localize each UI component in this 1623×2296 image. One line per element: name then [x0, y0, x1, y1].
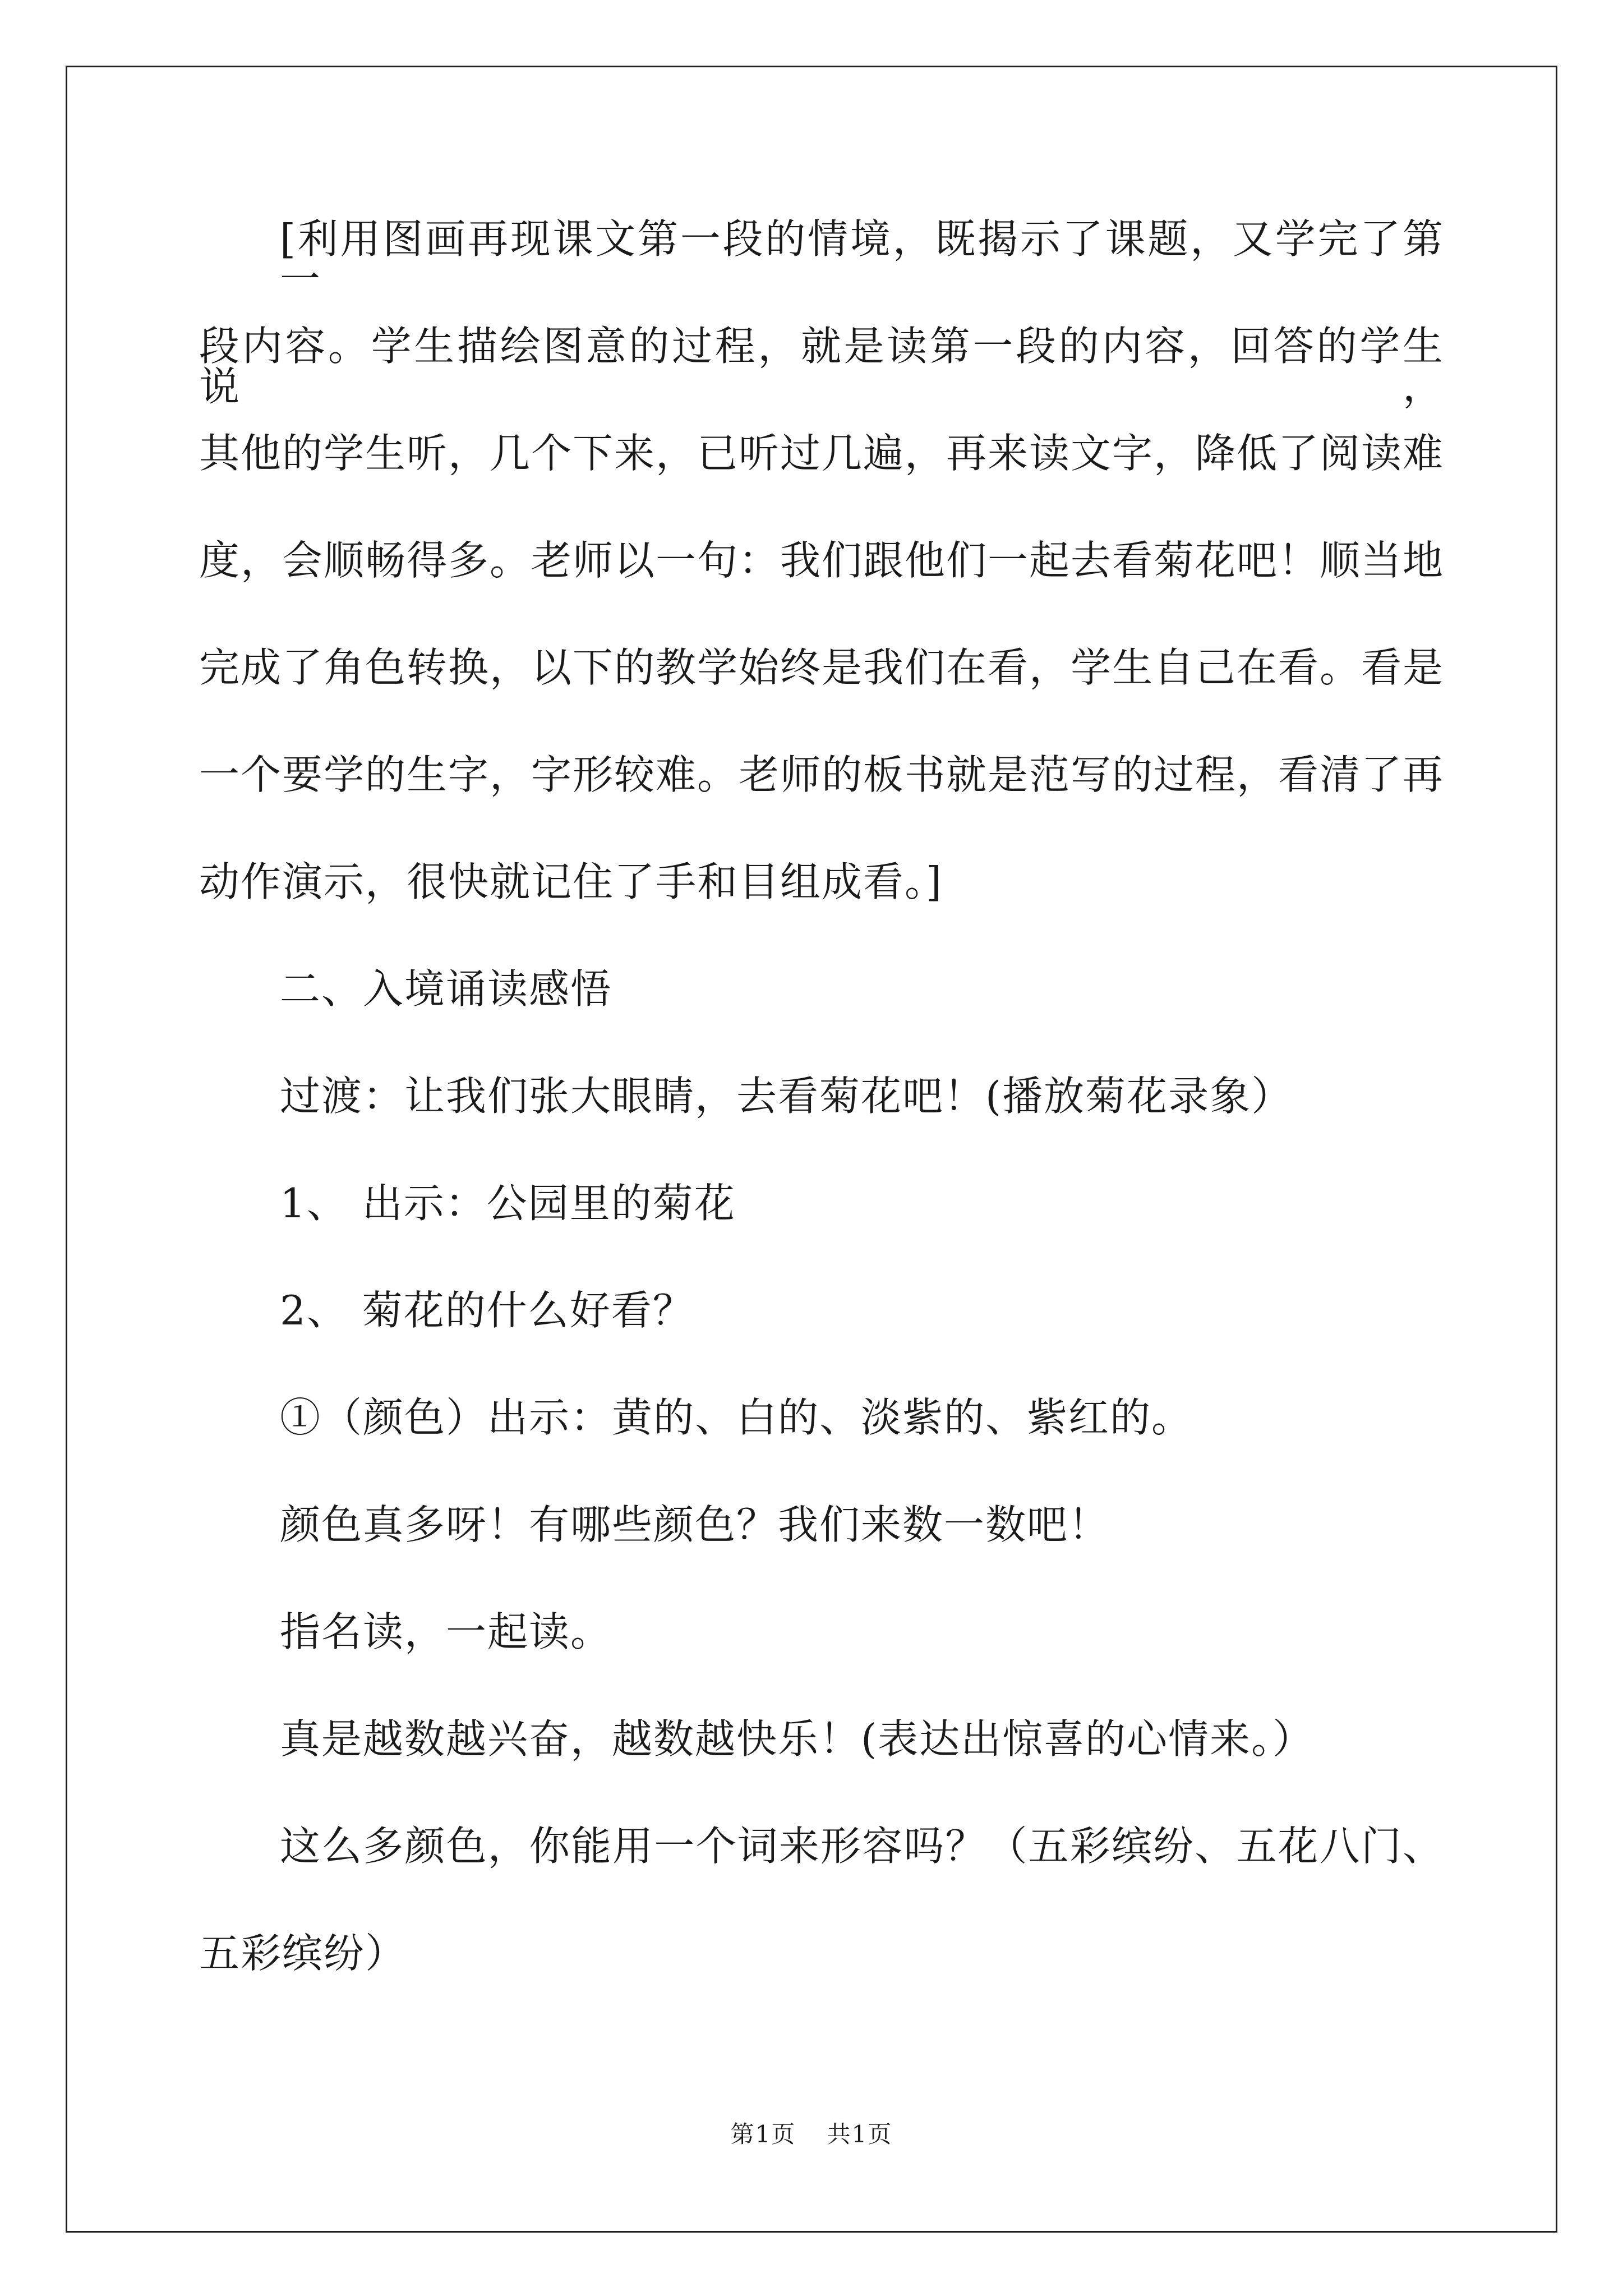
page-footer [0, 2120, 1623, 2148]
paragraph-line: 指名读，一起读。 [280, 1608, 612, 1655]
paragraph-line: 其他的学生听，几个下来，已听过几遍，再来读文字，降低了阅读难 [199, 430, 1445, 477]
paragraph-line: 真是越数越兴奋，越数越快乐！(表达出惊喜的心情来。） [280, 1715, 1315, 1763]
document-body [199, 215, 1445, 2040]
paragraph-line: 这么多颜色，你能用一个词来形容吗？（五彩缤纷、五花八门、 [280, 1823, 1444, 1870]
page-number: 第1页 [730, 2120, 796, 2148]
section-heading: 二、入境诵读感悟 [280, 965, 612, 1013]
paragraph-line: 段内容。学生描绘图意的过程，就是读第一段的内容，回答的学生说， [199, 323, 1444, 410]
page-total: 共1页 [827, 2120, 893, 2148]
paragraph-line: 颜色真多呀！有哪些颜色？我们来数一数吧！ [280, 1501, 1110, 1548]
paragraph-line: 动作演示，很快就记住了手和目组成看。] [199, 858, 943, 905]
paragraph-line: 过渡：让我们张大眼睛，去看菊花吧！(播放菊花录象） [280, 1073, 1293, 1120]
paragraph-line: ①（颜色）出示：黄的、白的、淡紫的、紫红的。 [280, 1394, 1193, 1441]
paragraph-line: [利用图画再现课文第一段的情境，既揭示了课题，又学完了第一 [280, 215, 1444, 303]
paragraph-line: 一个要学的生字，字形较难。老师的板书就是范写的过程，看清了再 [199, 751, 1445, 798]
paragraph-line: 完成了角色转换，以下的教学始终是我们在看，学生自己在看。看是 [199, 644, 1445, 691]
list-item: 2、 菊花的什么好看？ [280, 1287, 694, 1334]
paragraph-line: 度，会顺畅得多。老师以一句：我们跟他们一起去看菊花吧！顺当地 [199, 537, 1445, 584]
list-item: 1、 出示：公园里的菊花 [280, 1180, 736, 1227]
paragraph-line: 五彩缤纷） [199, 1930, 407, 1977]
